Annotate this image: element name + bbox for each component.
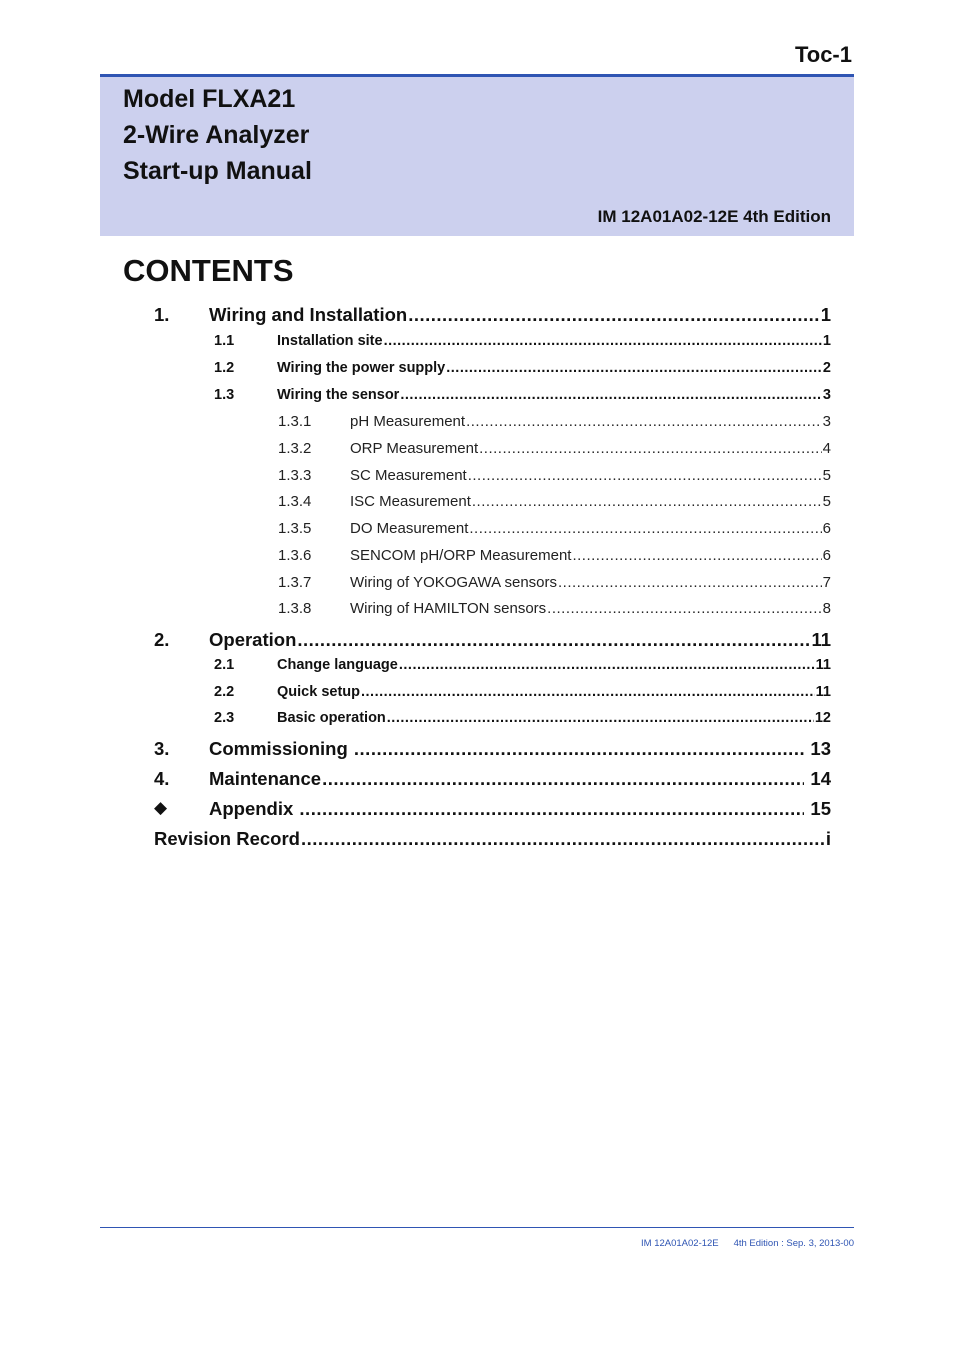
- toc-leader-dots: [361, 684, 815, 700]
- toc-page-number: 6: [822, 520, 831, 537]
- toc-page-number: 8: [822, 600, 831, 617]
- toc-page-number: 6: [822, 547, 831, 564]
- toc-entry[interactable]: [154, 440, 831, 466]
- title-line-manual: Start-up Manual: [123, 157, 312, 185]
- toc-entry[interactable]: [154, 710, 831, 736]
- toc-title: Appendix: [209, 798, 299, 819]
- toc-number: 1.3.3: [278, 467, 312, 484]
- toc-leader-dots: [479, 440, 822, 457]
- toc-leader-dots: [322, 768, 804, 790]
- toc-entry[interactable]: [154, 684, 831, 710]
- toc-entry-line: [350, 547, 831, 564]
- toc-title: ISC Measurement: [350, 493, 471, 510]
- edition-label: IM 12A01A02-12E 4th Edition: [597, 207, 831, 226]
- toc-title: Wiring the sensor: [277, 387, 400, 403]
- toc-entry[interactable]: [154, 467, 831, 493]
- toc-leader-dots: [466, 413, 822, 430]
- toc-leader-dots: [408, 304, 820, 326]
- toc-leader-dots: [572, 547, 821, 564]
- toc-title: Revision Record: [154, 828, 300, 849]
- toc-number: 1.3.2: [278, 440, 312, 457]
- toc-page-number: 3: [822, 413, 831, 430]
- toc-leader-dots: [384, 333, 822, 349]
- toc-number: 1.3.1: [278, 413, 312, 430]
- contents-heading: CONTENTS: [123, 253, 294, 288]
- toc-leader-dots: [472, 493, 822, 510]
- toc-page-number: 5: [822, 493, 831, 510]
- toc-title: DO Measurement: [350, 520, 469, 537]
- toc-page-number: 7: [822, 574, 831, 591]
- toc-entry[interactable]: [154, 574, 831, 600]
- toc-page-number: 5: [822, 467, 831, 484]
- toc-number: 2.: [154, 629, 170, 650]
- toc-entry-line: [350, 467, 831, 484]
- toc-number: 3.: [154, 738, 170, 759]
- toc-leader-dots: [469, 520, 821, 537]
- toc-entry-line: [209, 738, 831, 760]
- toc-leader-dots: [446, 360, 822, 376]
- toc-leader-dots: [354, 738, 804, 760]
- toc-page-number: 1: [822, 333, 831, 349]
- toc-page-number: 1: [820, 304, 831, 325]
- toc-entry[interactable]: [154, 304, 831, 330]
- toc-title: SENCOM pH/ORP Measurement: [350, 547, 572, 564]
- toc-title: Commissioning: [209, 738, 353, 759]
- toc-number: 2.3: [214, 710, 235, 726]
- toc-number: 1.2: [214, 360, 235, 376]
- toc-entry-line: [350, 413, 831, 430]
- toc-entry[interactable]: [154, 600, 831, 626]
- toc-title: Wiring of HAMILTON sensors: [350, 600, 547, 617]
- footer-doc-id: IM 12A01A02-12E: [641, 1238, 719, 1249]
- toc-entry[interactable]: [154, 798, 831, 824]
- toc-entry[interactable]: [154, 413, 831, 439]
- toc-leader-dots: [299, 798, 804, 820]
- toc-number: 1.: [154, 304, 170, 325]
- toc-entry[interactable]: [154, 333, 831, 359]
- footer-rule: [100, 1227, 854, 1228]
- toc-title: Basic operation: [277, 710, 386, 726]
- toc-page-number: 11: [815, 657, 831, 673]
- toc-title: SC Measurement: [350, 467, 467, 484]
- toc-page-number: 4: [822, 440, 831, 457]
- toc-entry[interactable]: [154, 547, 831, 573]
- page-id: Toc-1: [794, 42, 852, 67]
- toc-entry[interactable]: [154, 360, 831, 386]
- toc-title: ORP Measurement: [350, 440, 479, 457]
- toc-page-number: 11: [815, 684, 831, 700]
- toc-entry[interactable]: [154, 768, 831, 794]
- toc-title: Maintenance: [209, 768, 322, 789]
- toc-entry-line: [350, 600, 831, 617]
- toc-number: 1.3.6: [278, 547, 312, 564]
- toc-leader-dots: [387, 710, 814, 726]
- toc-entry[interactable]: [154, 520, 831, 546]
- toc-number: 1.1: [214, 333, 235, 349]
- toc-page-number: 12: [814, 710, 831, 726]
- toc-number: 1.3.4: [278, 493, 312, 510]
- toc-number: 2.2: [214, 684, 235, 700]
- toc-title: Installation site: [277, 333, 383, 349]
- toc-entry-line: [350, 493, 831, 510]
- toc-entry[interactable]: [154, 738, 831, 764]
- toc-entry-line: [350, 574, 831, 591]
- toc-number: 1.3.5: [278, 520, 312, 537]
- toc-number: 4.: [154, 768, 170, 789]
- toc-title: Operation: [209, 629, 297, 650]
- toc-title: Wiring and Installation: [209, 304, 408, 325]
- toc-entry[interactable]: [154, 387, 831, 413]
- header-band: [100, 74, 854, 236]
- toc-entry-line: [209, 629, 831, 651]
- toc-number: 2.1: [214, 657, 235, 673]
- toc-entry-line: [277, 360, 831, 376]
- toc-entry-line: [154, 828, 831, 850]
- toc-leader-dots: [297, 629, 810, 651]
- toc-entry-line: [209, 304, 831, 326]
- toc-leader-dots: [399, 657, 815, 673]
- toc-entry-line: [209, 798, 831, 820]
- toc-entry-line: [277, 657, 831, 673]
- diamond-icon: ◆: [154, 798, 168, 817]
- toc-number: 1.3.8: [278, 600, 312, 617]
- toc-entry-line: [277, 333, 831, 349]
- toc-title: Quick setup: [277, 684, 360, 700]
- title-line-product: 2-Wire Analyzer: [123, 121, 310, 149]
- toc-entry-line: [209, 768, 831, 790]
- toc-entry-line: [277, 387, 831, 403]
- toc-title: Wiring the power supply: [277, 360, 446, 376]
- toc-title: Wiring of YOKOGAWA sensors: [350, 574, 558, 591]
- title-line-model: Model FLXA21: [123, 85, 296, 113]
- toc-entry[interactable]: [154, 493, 831, 519]
- toc-page-number: 2: [822, 360, 831, 376]
- toc-page-number: 11: [811, 629, 831, 650]
- toc-entry[interactable]: [154, 657, 831, 683]
- toc-leader-dots: [301, 828, 825, 850]
- toc-leader-dots: [558, 574, 822, 591]
- toc-entry-line: [350, 440, 831, 457]
- toc-entry[interactable]: [154, 629, 831, 655]
- toc-number: 1.3: [214, 387, 235, 403]
- toc-entry-line: [350, 520, 831, 537]
- toc-page-number: 3: [822, 387, 831, 403]
- toc-page-number: 13: [805, 738, 831, 759]
- toc-title: pH Measurement: [350, 413, 466, 430]
- toc-page-number: 14: [805, 768, 831, 789]
- toc-page-number: i: [825, 828, 831, 849]
- toc-entry-line: [277, 710, 831, 726]
- toc-title: Change language: [277, 657, 398, 673]
- toc-leader-dots: [547, 600, 821, 617]
- toc-number: 1.3.7: [278, 574, 312, 591]
- toc-entry-line: [277, 684, 831, 700]
- toc-page-number: 15: [805, 798, 831, 819]
- footer-edition-date: 4th Edition : Sep. 3, 2013-00: [733, 1238, 854, 1249]
- toc-entry[interactable]: [154, 828, 831, 854]
- toc-leader-dots: [400, 387, 822, 403]
- toc-leader-dots: [468, 467, 822, 484]
